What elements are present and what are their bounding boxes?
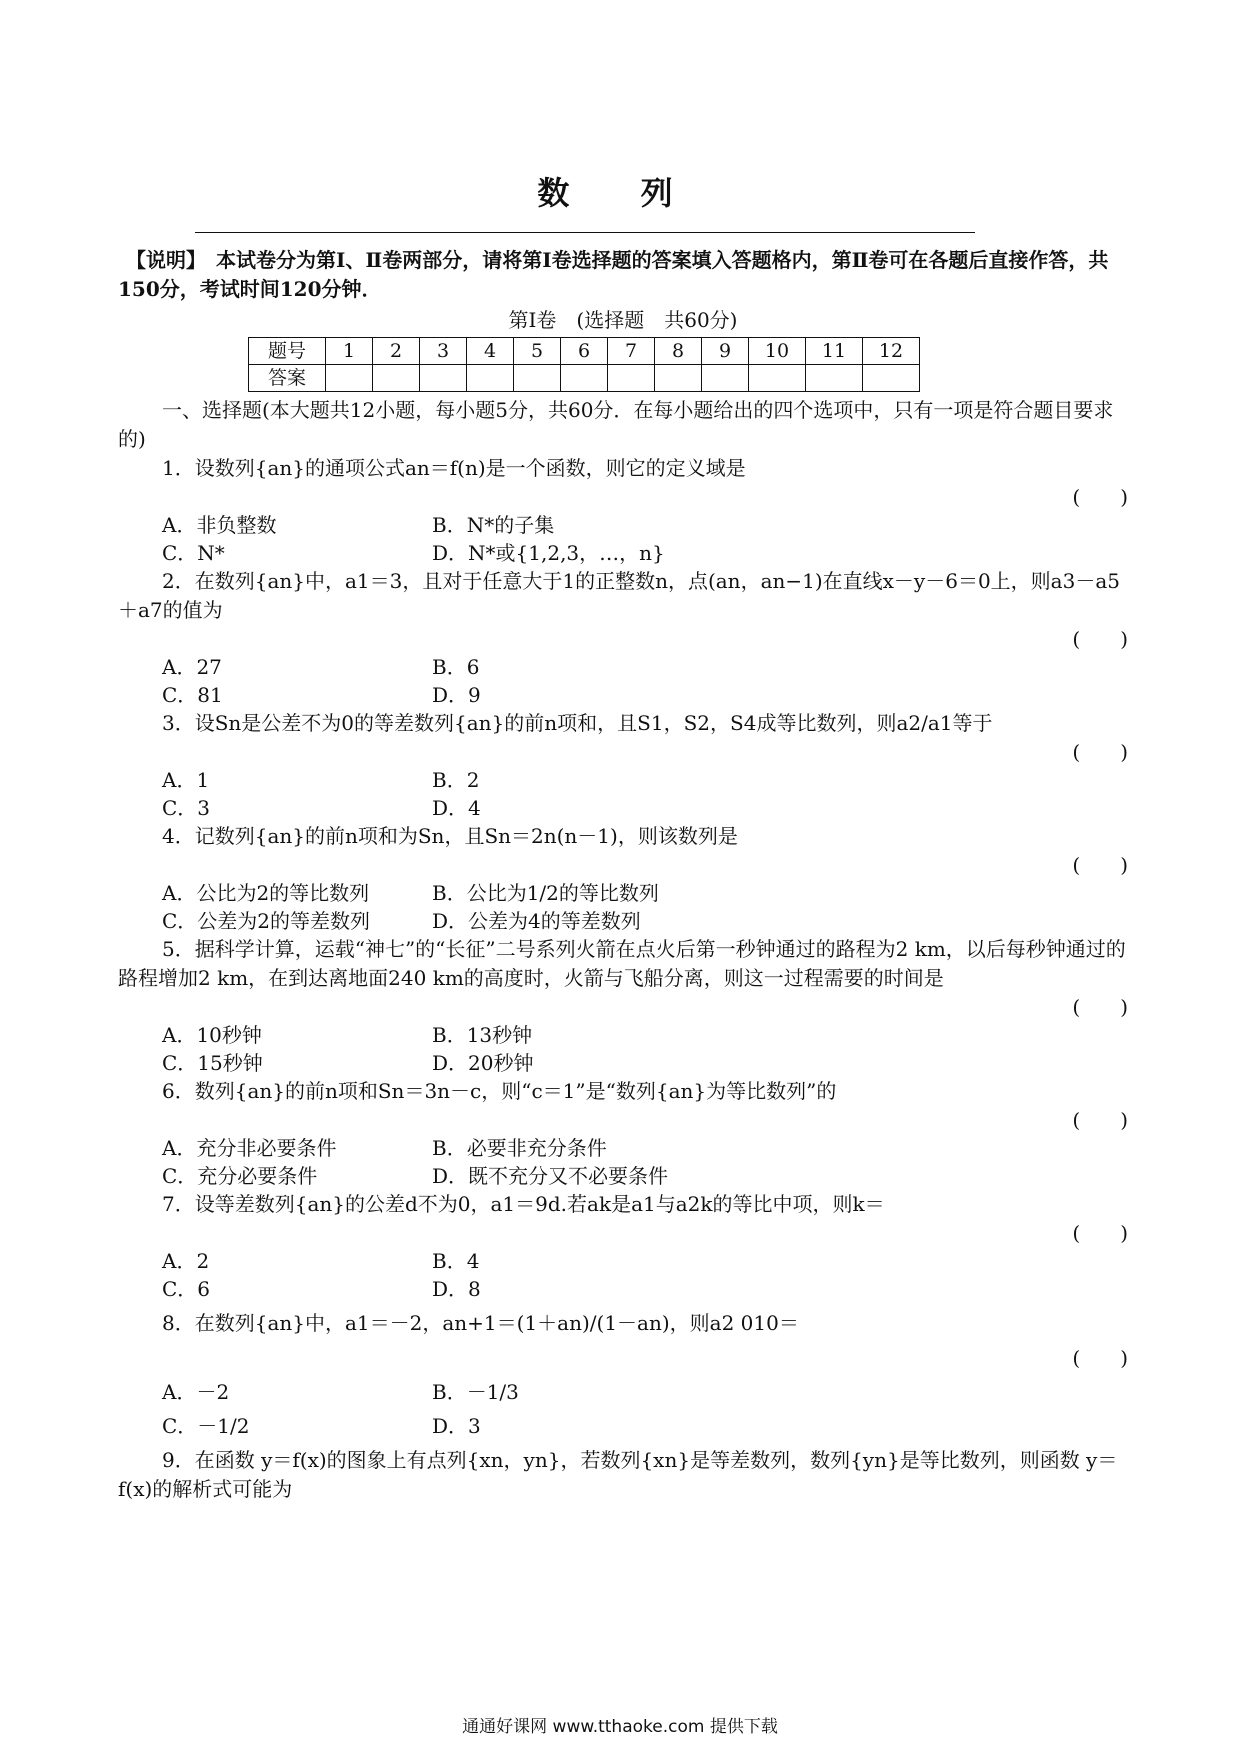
answer-cell[interactable] — [702, 365, 749, 392]
option-a: A．27 — [162, 655, 222, 679]
option-row — [118, 681, 1128, 709]
answer-bracket: ( ) — [1072, 627, 1128, 651]
option-a: A．1 — [162, 768, 210, 792]
option-c: C．15秒钟 — [162, 1051, 263, 1075]
table-cell-number: 11 — [806, 338, 863, 365]
option-b: B．N*的子集 — [432, 513, 555, 537]
table-cell-number: 3 — [420, 338, 467, 365]
option-row — [118, 766, 1128, 794]
table-cell-number: 12 — [863, 338, 920, 365]
question-9-stem: 9．在函数 y＝f(x)的图象上有点列{xn，yn}，若数列{xn}是等差数列，数列{yn}是等比数列，则函数 y＝f(x)的解析式可能为 — [118, 1448, 1118, 1501]
answer-cell[interactable] — [608, 365, 655, 392]
question-8-stem: 8．在数列{an}中，a1＝－2，an+1＝(1＋an)/(1－an)，则a2 010＝ — [162, 1311, 799, 1335]
answer-cell[interactable] — [373, 365, 420, 392]
table-cell-number: 1 — [326, 338, 373, 365]
answer-bracket: ( ) — [1072, 1346, 1128, 1370]
answer-bracket: ( ) — [1072, 485, 1128, 509]
option-row — [118, 1247, 1128, 1275]
answer-cell[interactable] — [467, 365, 514, 392]
table-cell-number: 10 — [749, 338, 806, 365]
table-cell-number: 4 — [467, 338, 514, 365]
option-b: B．4 — [432, 1249, 480, 1273]
answer-bracket: ( ) — [1072, 1108, 1128, 1132]
answer-cell[interactable] — [749, 365, 806, 392]
exam-content — [118, 246, 1128, 1504]
question-3-stem: 3．设Sn是公差不为0的等差数列{an}的前n项和，且S1，S2，S4成等比数列，则a2/a1等于 — [162, 711, 993, 735]
question-7-stem: 7．设等差数列{an}的公差d不为0，a1＝9d.若ak是a1与a2k的等比中项，则k＝ — [162, 1192, 885, 1216]
answer-bracket: ( ) — [1072, 740, 1128, 764]
option-row — [118, 653, 1128, 681]
option-d: D．N*或{1,2,3，…，n} — [432, 541, 665, 565]
question-6-stem: 6．数列{an}的前n项和Sn＝3n－c，则“c＝1”是“数列{an}为等比数列”的 — [162, 1079, 837, 1103]
table-cell-number: 9 — [702, 338, 749, 365]
option-row — [118, 794, 1128, 822]
option-row — [118, 1134, 1128, 1162]
option-b: B．13秒钟 — [432, 1023, 533, 1047]
option-d: D．既不充分又不必要条件 — [432, 1164, 669, 1188]
part-one-title: 第Ⅰ卷 (选择题 共60分) — [508, 308, 738, 332]
option-d: D．3 — [432, 1414, 481, 1438]
question-2-stem: 2．在数列{an}中，a1＝3，且对于任意大于1的正整数n，点(an，an−1)在直线x－y－6＝0上，则a3－a5＋a7的值为 — [118, 569, 1120, 622]
option-c: C．81 — [162, 683, 223, 707]
answer-cell[interactable] — [561, 365, 608, 392]
option-a: A．非负整数 — [162, 513, 277, 537]
option-c: C．公差为2的等差数列 — [162, 909, 371, 933]
option-d: D．公差为4的等差数列 — [432, 909, 641, 933]
option-row — [118, 1162, 1128, 1190]
table-cell-number: 2 — [373, 338, 420, 365]
option-b: B．－1/3 — [432, 1380, 519, 1404]
title-divider — [195, 232, 975, 233]
option-row — [118, 1021, 1128, 1049]
answer-bracket: ( ) — [1072, 995, 1128, 1019]
table-cell-number: 8 — [655, 338, 702, 365]
option-c: C．充分必要条件 — [162, 1164, 318, 1188]
option-a: A．2 — [162, 1249, 210, 1273]
answer-row — [249, 365, 920, 392]
option-d: D．4 — [432, 796, 481, 820]
option-a: A．公比为2的等比数列 — [162, 881, 370, 905]
table-cell-number: 7 — [608, 338, 655, 365]
option-row — [118, 1412, 1128, 1440]
option-b: B．6 — [432, 655, 480, 679]
option-d: D．9 — [432, 683, 481, 707]
option-a: A．10秒钟 — [162, 1023, 262, 1047]
section-heading: 一、选择题(本大题共12小题，每小题5分，共60分．在每小题给出的四个选项中，只有一项是符合题目要求的) — [118, 398, 1114, 451]
option-row — [118, 539, 1128, 567]
answer-grid — [248, 337, 920, 392]
option-a: A．充分非必要条件 — [162, 1136, 337, 1160]
option-b: B．公比为1/2的等比数列 — [432, 881, 659, 905]
answer-cell[interactable] — [326, 365, 373, 392]
option-c: C．3 — [162, 796, 211, 820]
option-d: D．20秒钟 — [432, 1051, 534, 1075]
answer-cell[interactable] — [420, 365, 467, 392]
option-row — [118, 511, 1128, 539]
option-c: C．N* — [162, 541, 225, 565]
table-cell-number: 5 — [514, 338, 561, 365]
option-row — [118, 1049, 1128, 1077]
answer-bracket: ( ) — [1072, 1221, 1128, 1245]
answer-bracket: ( ) — [1072, 853, 1128, 877]
table-cell-number: 6 — [561, 338, 608, 365]
answer-cell[interactable] — [863, 365, 920, 392]
option-row — [118, 1275, 1128, 1303]
option-d: D．8 — [432, 1277, 481, 1301]
option-c: C．6 — [162, 1277, 211, 1301]
option-row — [118, 879, 1128, 907]
page-footer: 通通好课网 www.tthaoke.com 提供下载 — [462, 1717, 778, 1737]
option-row — [118, 907, 1128, 935]
question-4-stem: 4．记数列{an}的前n项和为Sn，且Sn＝2n(n－1)，则该数列是 — [162, 824, 738, 848]
option-row — [118, 1378, 1128, 1406]
row-label-number: 题号 — [249, 338, 326, 365]
question-5-stem: 5．据科学计算，运载“神七”的“长征”二号系列火箭在点火后第一秒钟通过的路程为2 km，以后每秒钟通过的路程增加2 km，在到达离地面240 km的高度时，火箭与飞船分离，则这一过程需要的时间是 — [118, 937, 1126, 990]
question-1-stem: 1．设数列{an}的通项公式an＝f(n)是一个函数，则它的定义域是 — [162, 456, 746, 480]
option-b: B．必要非充分条件 — [432, 1136, 607, 1160]
row-label-answer: 答案 — [249, 365, 326, 392]
answer-cell[interactable] — [655, 365, 702, 392]
answer-cell[interactable] — [514, 365, 561, 392]
page-title: 数 列 — [537, 174, 703, 212]
option-a: A．－2 — [162, 1380, 230, 1404]
option-c: C．－1/2 — [162, 1414, 250, 1438]
answer-cell[interactable] — [806, 365, 863, 392]
instructions-note: 【说明】 本试卷分为第Ⅰ、Ⅱ卷两部分，请将第Ⅰ卷选择题的答案填入答题格内，第Ⅱ卷可在各题后直接作答，共150分，考试时间120分钟． — [118, 248, 1109, 301]
question-number-row — [249, 338, 920, 365]
option-b: B．2 — [432, 768, 480, 792]
